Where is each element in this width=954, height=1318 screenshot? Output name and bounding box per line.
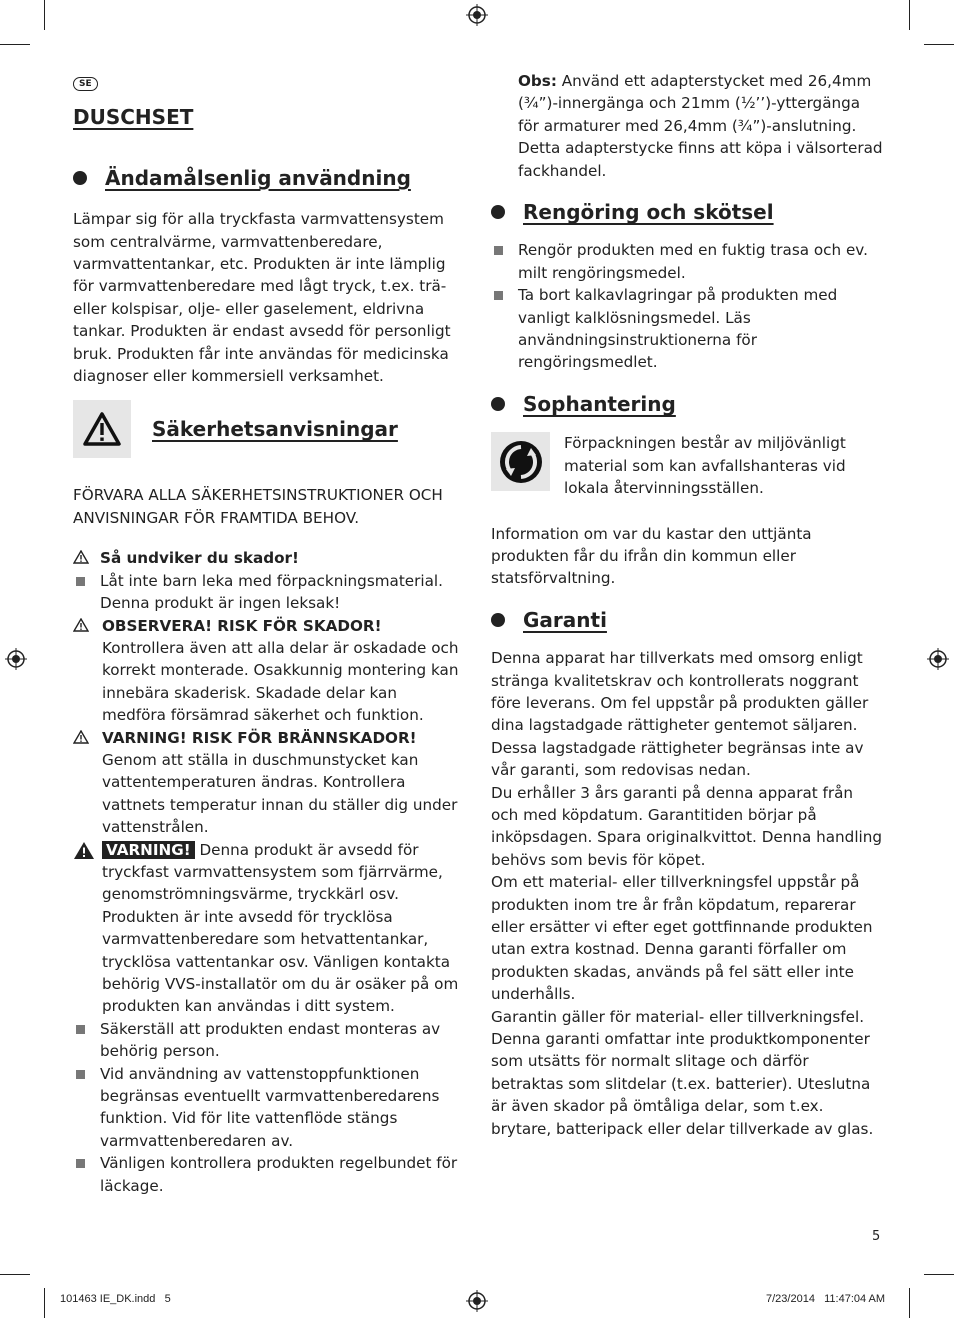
square-bullet-icon <box>76 1159 85 1168</box>
crop-mark <box>924 44 954 45</box>
section-heading-cleaning: Rengöring och skötsel <box>491 201 883 223</box>
language-badge: SE <box>73 77 98 91</box>
intended-use-text: Lämpar sig för alla tryckfasta varmvattensystem som centralvärme, varmvattenberedare, varmvattentankar, etc. Produkten är inte lämplig för varmvattenberedare med lågt tryck, t.ex. trä- eller kolspisar, olje- eller gaselement, eldrivna tankar. Produkten är endast avsedd för personligt bruk. Produkten får inte användas för medicinska diagnoser eller kommersiell verksamhet. <box>73 210 451 386</box>
list-item: Vänligen kontrollera produkten regelbundet för läckage. <box>73 1152 465 1197</box>
page-title: DUSCHSET <box>73 105 194 130</box>
section-heading-disposal: Sophantering <box>491 393 883 415</box>
crop-mark <box>909 1288 910 1318</box>
section-heading-intended-use: Ändamålsenlig användning <box>73 167 465 189</box>
left-column <box>73 70 465 1197</box>
disposal-packaging: Förpackningen består av miljövänligt material som kan avfallshanteras vid lokala återvinningsställen. <box>491 432 883 499</box>
safety-title: Säkerhetsanvisningar <box>152 417 398 442</box>
recycling-icon <box>491 432 550 491</box>
bullet-dot-icon <box>491 613 505 627</box>
square-bullet-icon <box>76 1025 85 1034</box>
warning-triangle-icon <box>73 550 89 564</box>
warranty-text: Du erhåller 3 års garanti på denna apparat från och med köpdatum. Garantitiden börjar på inköpsdagen. Spara originalkvittot. Denna handling behövs som bevis för köpet. <box>491 783 883 869</box>
bullet-dot-icon <box>73 171 87 185</box>
square-bullet-icon <box>76 577 85 586</box>
warning-item: Så undviker du skador! <box>73 547 465 569</box>
warranty-text: Om ett material- eller tillverkningsfel uppstår på produkten inom tre år från köpdatum, reparerar eller ersätter vi efter eget gottfinnande produkten utan extra kostnad. Denna garanti förfaller om produkten skadas, används på fel sätt eller inte underhålls. <box>491 873 873 1004</box>
list-item: Vid användning av vattenstoppfunktionen begränsas eventuellt varmvattenberedarens funktion. Vid för lite vattenflöde stängs varmvattenberedaren av. <box>73 1063 465 1153</box>
square-bullet-icon <box>76 1070 85 1079</box>
crop-mark <box>909 0 910 30</box>
warning-item: VARNING! Denna produkt är avsedd för tryckfast varmvattensystem som fjärrvärme, genomströmningsvärme, tryckkärl osv. Produkten är inte avsedd för trycklösa varmvattenberedare som hetvattentankar, trycklösa vattentankar osv. Vänligen kontakta behörig VVS-installatör om du är osäker på om produkten kan användas i ditt system. <box>73 839 465 1018</box>
disposal-info: Information om var du kastar den uttjänta produkten får du ifrån din kommun eller statsförvaltning. <box>491 524 812 588</box>
warranty-text: Garantin gäller för material- eller tillverkningsfel. Denna garanti omfattar inte produktkomponenter som utsätts för normalt slitage och därför betraktas som slitdelar (t.ex. batterier). Uteslutna är även skador på ömtåliga delar, som t.ex. brytare, batteripack eller delar tillverkade av glas. <box>491 1007 874 1138</box>
warning-label: VARNING! <box>102 841 195 859</box>
warning-triangle-filled-icon <box>73 841 95 860</box>
crop-mark <box>924 1274 954 1275</box>
crop-mark <box>0 44 30 45</box>
square-bullet-icon <box>494 246 503 255</box>
list-item: Säkerställ att produkten endast monteras av behörig person. <box>73 1018 465 1063</box>
safety-heading <box>73 400 465 458</box>
registration-mark-icon <box>466 4 488 26</box>
right-column <box>491 70 883 1140</box>
warning-item: OBSERVERA! RISK FÖR SKADOR! Kontrollera även att alla delar är oskadade och korrekt monterade. Osakkunnig montering kan innebära skaderisk. Skadade delar kan medföra försämrad säkerhet och funktion. <box>73 615 465 727</box>
square-bullet-icon <box>494 291 503 300</box>
footer-timestamp: 7/23/2014 11:47:04 AM <box>766 1293 886 1305</box>
list-item: Ta bort kalkavlagringar på produkten med vanligt kalklösningsmedel. Läs användningsinstruktionerna för rengöringsmedlet. <box>491 284 883 374</box>
warning-triangle-icon <box>73 400 131 458</box>
safety-intro: FÖRVARA ALLA SÄKERHETSINSTRUKTIONER OCH ANVISNINGAR FÖR FRAMTIDA BEHOV. <box>73 486 443 527</box>
crop-mark <box>44 0 45 30</box>
obs-note: Obs: Använd ett adapterstycket med 26,4mm (¾”)-innergänga och 21mm (½’’)-yttergänga för armaturer med 26,4mm (¾”)-anslutning. Detta adapterstycke finns att köpa i välsorterad fackhandel. <box>518 72 883 180</box>
crop-mark <box>44 1288 45 1318</box>
bullet-dot-icon <box>491 397 505 411</box>
footer-file-info: 101463 IE_DK.indd 5 <box>60 1293 171 1305</box>
warranty-text: Denna apparat har tillverkats med omsorg enligt stränga kvalitetskrav och kontrollerats noggrant före leverans. Om fel uppstår på produkten gäller dina lagstadgade rättigheter gentemot säljaren. Dessa lagstadgade rättigheter begränsas inte av vår garanti, som redovisas nedan. <box>491 649 869 780</box>
warning-triangle-icon <box>73 618 89 632</box>
registration-mark-icon <box>927 648 949 670</box>
registration-mark-icon <box>5 648 27 670</box>
bullet-dot-icon <box>491 205 505 219</box>
list-item: Rengör produkten med en fuktig trasa och ev. milt rengöringsmedel. <box>491 239 883 284</box>
page-number: 5 <box>872 1229 881 1244</box>
list-item: Låt inte barn leka med förpackningsmaterial. Denna produkt är ingen leksak! <box>73 570 465 615</box>
registration-mark-icon <box>466 1290 488 1312</box>
warning-item: VARNING! RISK FÖR BRÄNNSKADOR! Genom att ställa in duschmunstycket kan vattentemperaturen ändras. Kontrollera vattnets temperatur innan du ställer dig under vattenstrålen. <box>73 727 465 839</box>
crop-mark <box>0 1274 30 1275</box>
section-heading-warranty: Garanti <box>491 609 883 631</box>
warning-triangle-icon <box>73 730 89 744</box>
